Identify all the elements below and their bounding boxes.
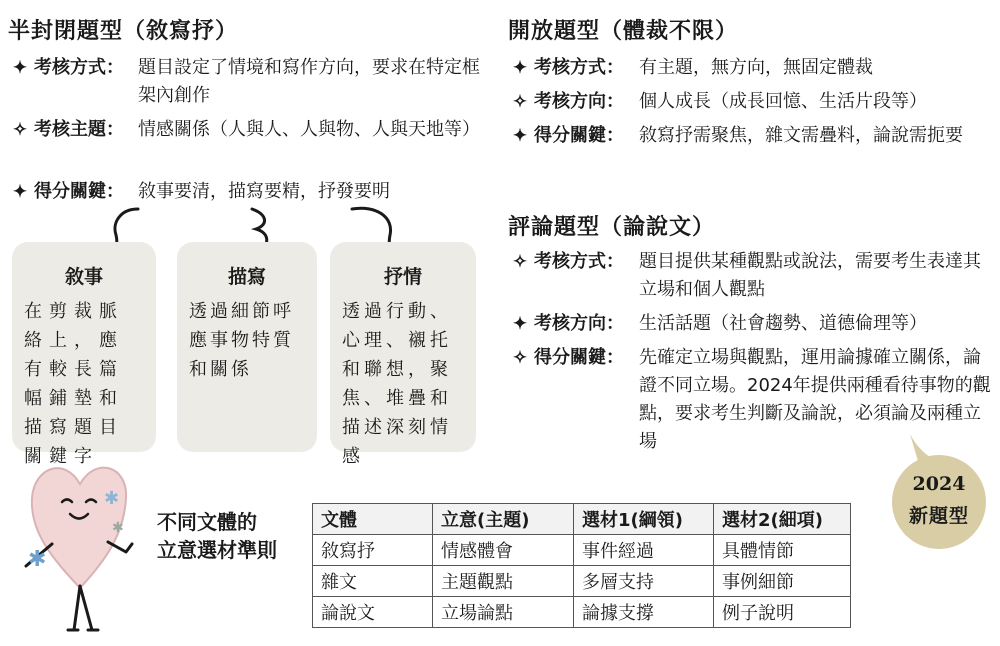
outline-star-icon: ✧ bbox=[512, 348, 528, 368]
genre-rules-table bbox=[312, 503, 851, 628]
table-cell: 論據支撐 bbox=[574, 597, 714, 628]
new-type-badge bbox=[892, 455, 986, 549]
row-value: 生活話題（社會趨勢、道德倫理等） bbox=[639, 313, 927, 334]
row-value: 個人成長（成長回憶、生活片段等） bbox=[639, 91, 927, 112]
semi-heading: 半封閉題型（敘寫抒） bbox=[8, 18, 239, 44]
solid-star-icon: ✦ bbox=[512, 126, 528, 146]
table-cell: 情感體會 bbox=[433, 535, 574, 566]
column-header: 立意(主題) bbox=[433, 504, 574, 535]
sparkle-icon: ✱ bbox=[28, 547, 47, 572]
card-text: 透過行動、心理、襯托和聯想，聚焦、堆疊和描述深刻情感 bbox=[342, 301, 452, 467]
row-label: 考核方式： bbox=[534, 251, 624, 272]
table-cell: 敘寫抒 bbox=[313, 535, 433, 566]
table-header-row bbox=[313, 504, 851, 535]
card-title: 抒情 bbox=[383, 266, 422, 288]
row-value: 情感關係（人與人、人與物、人與天地等） bbox=[138, 119, 480, 140]
row-label: 考核方向： bbox=[534, 313, 624, 334]
badge-year: 2024 bbox=[912, 473, 966, 495]
outline-star-icon: ✧ bbox=[512, 92, 528, 112]
table-cell: 例子說明 bbox=[714, 597, 851, 628]
card-text: 在剪裁脈絡上，應有較長篇幅鋪墊和描寫題目關鍵字 bbox=[24, 301, 124, 467]
solid-star-icon: ✦ bbox=[512, 58, 528, 78]
table-row bbox=[313, 566, 851, 597]
table-title bbox=[157, 508, 277, 564]
badge-label: 新題型 bbox=[908, 505, 969, 527]
row-label: 得分關鍵： bbox=[34, 181, 124, 202]
card-title: 描寫 bbox=[227, 266, 266, 288]
column-header: 文體 bbox=[313, 504, 433, 535]
row-label: 考核方向： bbox=[534, 91, 624, 112]
table-row bbox=[313, 597, 851, 628]
row-value: 有主題，無方向，無固定體裁 bbox=[639, 57, 873, 78]
open-heading: 開放題型（體裁不限） bbox=[508, 18, 739, 44]
table-cell: 多層支持 bbox=[574, 566, 714, 597]
card-title: 敘事 bbox=[64, 266, 103, 288]
table-cell: 雜文 bbox=[313, 566, 433, 597]
table-title-line1: 不同文體的 bbox=[157, 510, 257, 534]
table-cell: 事例細節 bbox=[714, 566, 851, 597]
table-cell: 立場論點 bbox=[433, 597, 574, 628]
table-cell: 具體情節 bbox=[714, 535, 851, 566]
column-header: 選材2(細項) bbox=[714, 504, 851, 535]
sparkle-icon: ✱ bbox=[112, 520, 124, 536]
heart-character-illustration bbox=[22, 448, 142, 643]
row-value: 題目設定了情境和寫作方向，要求在特定框架內創作 bbox=[138, 57, 480, 106]
card-narrative bbox=[12, 242, 156, 467]
row-label: 考核主題： bbox=[34, 119, 124, 140]
row-value: 先確定立場與觀點，運用論據確立關係，論證不同立場。2024年提供兩種看待事物的觀點，要求考生判斷及論說，必須論及兩種立場 bbox=[639, 347, 991, 452]
solid-star-icon: ✦ bbox=[512, 314, 528, 334]
table-title-line2: 立意選材準則 bbox=[157, 538, 277, 562]
row-value: 敘事要清，描寫要精，抒發要明 bbox=[138, 181, 390, 202]
card-lyric bbox=[330, 242, 476, 467]
row-label: 得分關鍵： bbox=[534, 125, 624, 146]
table-cell: 主題觀點 bbox=[433, 566, 574, 597]
card-description bbox=[177, 242, 317, 452]
table-cell: 論說文 bbox=[313, 597, 433, 628]
row-value: 題目提供某種觀點或說法，需要考生表達其立場和個人觀點 bbox=[639, 251, 981, 300]
solid-star-icon: ✦ bbox=[12, 182, 28, 202]
row-label: 考核方式： bbox=[34, 57, 124, 78]
row-value: 敘寫抒需聚焦，雜文需疊料，論說需扼要 bbox=[639, 125, 963, 146]
row-label: 得分關鍵： bbox=[534, 347, 624, 368]
table-row bbox=[313, 535, 851, 566]
row-label: 考核方式： bbox=[534, 57, 624, 78]
column-header: 選材1(綱領) bbox=[574, 504, 714, 535]
outline-star-icon: ✧ bbox=[512, 252, 528, 272]
solid-star-icon: ✦ bbox=[12, 58, 28, 78]
sparkle-icon: ✱ bbox=[104, 488, 120, 509]
table-cell: 事件經過 bbox=[574, 535, 714, 566]
outline-star-icon: ✧ bbox=[12, 120, 28, 140]
argument-heading: 評論題型（論說文） bbox=[508, 214, 716, 240]
card-text: 透過細節呼應事物特質和關係 bbox=[189, 301, 294, 380]
